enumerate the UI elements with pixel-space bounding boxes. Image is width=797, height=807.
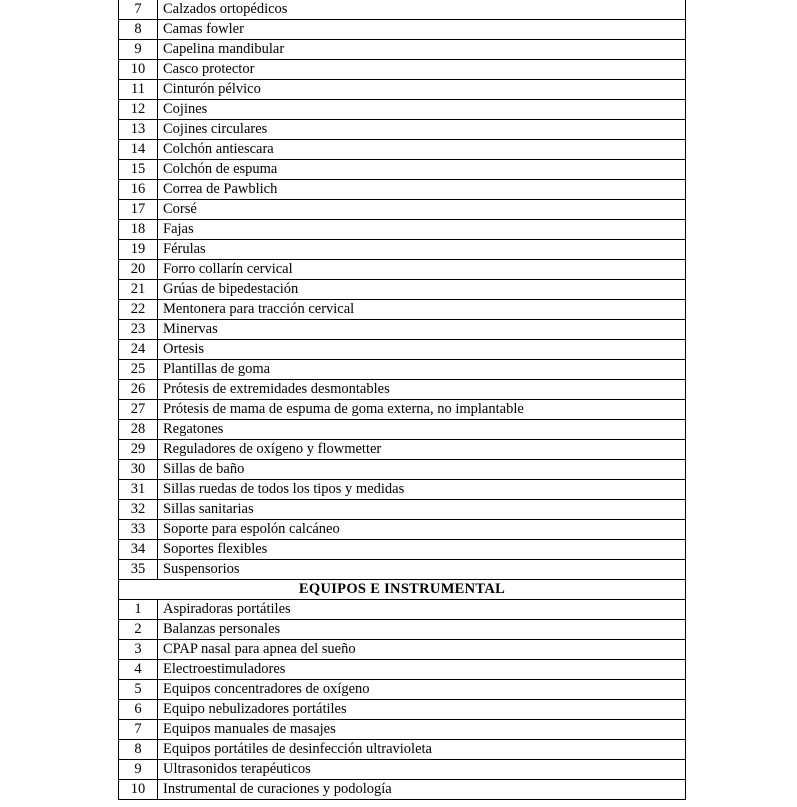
item-number: 7 [119, 0, 158, 20]
item-name: Colchón de espuma [158, 160, 686, 180]
item-number: 19 [119, 240, 158, 260]
table-row [119, 380, 686, 400]
table-row [119, 660, 686, 680]
table-row [119, 500, 686, 520]
item-number: 17 [119, 200, 158, 220]
item-number: 23 [119, 320, 158, 340]
table-row [119, 260, 686, 280]
item-name: Cojines [158, 100, 686, 120]
item-number: 25 [119, 360, 158, 380]
item-number: 13 [119, 120, 158, 140]
item-name: Prótesis de extremidades desmontables [158, 380, 686, 400]
item-number: 10 [119, 60, 158, 80]
item-number: 4 [119, 660, 158, 680]
item-name: Cojines circulares [158, 120, 686, 140]
table-row [119, 520, 686, 540]
table-row [119, 680, 686, 700]
table-row [119, 20, 686, 40]
item-name: Cinturón pélvico [158, 80, 686, 100]
table-row [119, 560, 686, 580]
table-row [119, 780, 686, 800]
item-number: 35 [119, 560, 158, 580]
table-row [119, 740, 686, 760]
table-row [119, 100, 686, 120]
item-name: Grúas de bipedestación [158, 280, 686, 300]
item-number: 21 [119, 280, 158, 300]
item-name: Equipos portátiles de desinfección ultravioleta [158, 740, 686, 760]
table-row [119, 600, 686, 620]
table-row [119, 460, 686, 480]
table-row [119, 220, 686, 240]
item-name: Electroestimuladores [158, 660, 686, 680]
item-number: 22 [119, 300, 158, 320]
items-table [118, 0, 686, 800]
table-row [119, 700, 686, 720]
item-number: 28 [119, 420, 158, 440]
item-name: Calzados ortopédicos [158, 0, 686, 20]
item-number: 14 [119, 140, 158, 160]
items-table-body [119, 0, 686, 800]
section-header-row [119, 580, 686, 600]
item-name: Prótesis de mama de espuma de goma externa, no implantable [158, 400, 686, 420]
item-name: Sillas ruedas de todos los tipos y medidas [158, 480, 686, 500]
item-name: Plantillas de goma [158, 360, 686, 380]
item-name: Equipos concentradores de oxígeno [158, 680, 686, 700]
table-row [119, 480, 686, 500]
item-number: 6 [119, 700, 158, 720]
item-number: 1 [119, 600, 158, 620]
table-row [119, 320, 686, 340]
table-row [119, 120, 686, 140]
table-row [119, 60, 686, 80]
table-row [119, 40, 686, 60]
table-row [119, 720, 686, 740]
table-row [119, 80, 686, 100]
item-name: Sillas sanitarias [158, 500, 686, 520]
item-number: 9 [119, 40, 158, 60]
table-row [119, 400, 686, 420]
item-number: 2 [119, 620, 158, 640]
item-number: 10 [119, 780, 158, 800]
item-number: 7 [119, 720, 158, 740]
table-row [119, 200, 686, 220]
item-number: 26 [119, 380, 158, 400]
item-number: 31 [119, 480, 158, 500]
item-number: 8 [119, 740, 158, 760]
item-name: Fajas [158, 220, 686, 240]
item-number: 32 [119, 500, 158, 520]
item-number: 11 [119, 80, 158, 100]
item-name: Férulas [158, 240, 686, 260]
item-number: 5 [119, 680, 158, 700]
item-number: 24 [119, 340, 158, 360]
table-row [119, 540, 686, 560]
item-number: 30 [119, 460, 158, 480]
item-number: 18 [119, 220, 158, 240]
item-name: Equipos manuales de masajes [158, 720, 686, 740]
item-name: Capelina mandibular [158, 40, 686, 60]
table-row [119, 620, 686, 640]
item-name: Balanzas personales [158, 620, 686, 640]
table-row [119, 760, 686, 780]
item-number: 16 [119, 180, 158, 200]
item-name: CPAP nasal para apnea del sueño [158, 640, 686, 660]
item-name: Soportes flexibles [158, 540, 686, 560]
table-row [119, 140, 686, 160]
item-name: Minervas [158, 320, 686, 340]
item-number: 3 [119, 640, 158, 660]
item-name: Mentonera para tracción cervical [158, 300, 686, 320]
table-row [119, 360, 686, 380]
item-name: Casco protector [158, 60, 686, 80]
item-name: Colchón antiescara [158, 140, 686, 160]
table-row [119, 0, 686, 20]
item-name: Corsé [158, 200, 686, 220]
item-name: Ultrasonidos terapéuticos [158, 760, 686, 780]
item-name: Soporte para espolón calcáneo [158, 520, 686, 540]
table-row [119, 640, 686, 660]
item-name: Forro collarín cervical [158, 260, 686, 280]
item-number: 29 [119, 440, 158, 460]
table-row [119, 240, 686, 260]
item-name: Instrumental de curaciones y podología [158, 780, 686, 800]
section-title: EQUIPOS E INSTRUMENTAL [119, 580, 686, 600]
item-number: 20 [119, 260, 158, 280]
item-number: 33 [119, 520, 158, 540]
table-row [119, 420, 686, 440]
table-row [119, 280, 686, 300]
item-number: 12 [119, 100, 158, 120]
item-name: Equipo nebulizadores portátiles [158, 700, 686, 720]
item-number: 34 [119, 540, 158, 560]
item-name: Regatones [158, 420, 686, 440]
table-row [119, 340, 686, 360]
table-row [119, 180, 686, 200]
item-number: 15 [119, 160, 158, 180]
item-name: Reguladores de oxígeno y flowmetter [158, 440, 686, 460]
item-number: 9 [119, 760, 158, 780]
table-row [119, 300, 686, 320]
item-name: Aspiradoras portátiles [158, 600, 686, 620]
table-row [119, 160, 686, 180]
item-number: 27 [119, 400, 158, 420]
item-name: Suspensorios [158, 560, 686, 580]
item-number: 8 [119, 20, 158, 40]
item-name: Camas fowler [158, 20, 686, 40]
item-name: Correa de Pawblich [158, 180, 686, 200]
item-name: Sillas de baño [158, 460, 686, 480]
item-name: Ortesis [158, 340, 686, 360]
table-row [119, 440, 686, 460]
